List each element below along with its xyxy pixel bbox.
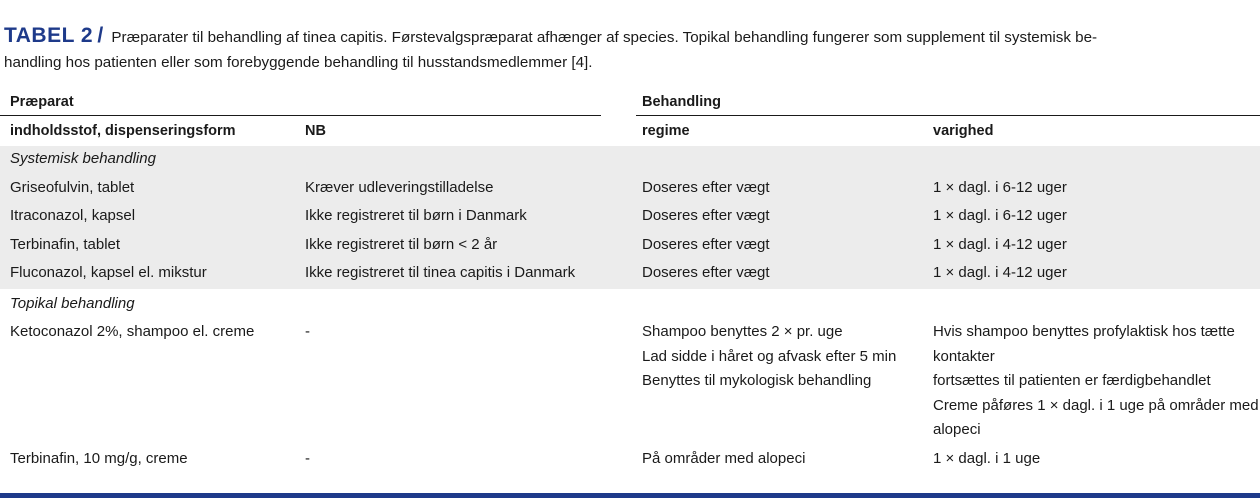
table-caption bbox=[4, 23, 1256, 75]
caption-slash: / bbox=[97, 24, 104, 47]
table-cell-drug: Terbinafin, tablet bbox=[10, 236, 121, 253]
table-cell-regime-line: Lad sidde i håret og afvask efter 5 min bbox=[642, 348, 897, 365]
table-cell-regime: Doseres efter vægt bbox=[642, 236, 770, 253]
table-cell-duration-line: Hvis shampoo benyttes profylaktisk hos tætte bbox=[933, 323, 1235, 340]
topical-block bbox=[0, 289, 1260, 489]
table-cell-drug: Terbinafin, 10 mg/g, creme bbox=[10, 450, 188, 467]
table-cell-drug: Griseofulvin, tablet bbox=[10, 179, 135, 196]
treatment-table bbox=[0, 86, 1260, 496]
group-underline-preparat bbox=[0, 115, 601, 116]
table-cell-regime-line: På områder med alopeci bbox=[642, 450, 806, 467]
table-cell-nb: Ikke registreret til tinea capitis i Danmark bbox=[305, 264, 576, 281]
table-cell-regime-line: Shampoo benyttes 2 × pr. uge bbox=[642, 323, 843, 340]
table-cell-duration-line: alopeci bbox=[933, 421, 981, 438]
table-cell-duration: 1 × dagl. i 6-12 uger bbox=[933, 179, 1067, 196]
table-cell-drug: Itraconazol, kapsel bbox=[10, 207, 136, 224]
table-cell-nb: - bbox=[305, 323, 310, 340]
table-cell-regime-line: Benyttes til mykologisk behandling bbox=[642, 372, 872, 389]
table-cell-regime: Doseres efter vægt bbox=[642, 207, 770, 224]
table-cell-duration-line: Creme påføres 1 × dagl. i 1 uge på områder med bbox=[933, 397, 1259, 414]
table-cell-duration: 1 × dagl. i 4-12 uger bbox=[933, 264, 1067, 281]
section-topical: Topikal behandling bbox=[10, 295, 135, 312]
table-cell-duration-line: 1 × dagl. i 1 uge bbox=[933, 450, 1041, 467]
header-col-indholdsstof: indholdsstof, dispenseringsform bbox=[10, 123, 236, 139]
header-group-behandling: Behandling bbox=[642, 94, 721, 110]
table-cell-nb: Ikke registreret til børn < 2 år bbox=[305, 236, 498, 253]
table-cell-regime: Doseres efter vægt bbox=[642, 264, 770, 281]
header-group-preparat: Præparat bbox=[10, 94, 74, 110]
table-cell-regime: Doseres efter vægt bbox=[642, 179, 770, 196]
table-cell-drug: Ketoconazol 2%, shampoo el. creme bbox=[10, 323, 255, 340]
table-cell-drug: Fluconazol, kapsel el. mikstur bbox=[10, 264, 207, 281]
table-cell-nb: Kræver udleveringstilladelse bbox=[305, 179, 494, 196]
caption-text-line2: handling hos patienten eller som forebyggende behandling til husstandsmedlemmer [4]. bbox=[4, 54, 593, 71]
group-underline-behandling bbox=[636, 115, 1260, 116]
caption-text-line1: Præparater til behandling af tinea capitis. Førstevalgspræparat afhænger af species. Topikal behandling fungerer som supplement til systemisk be- bbox=[111, 29, 1098, 46]
section-systemic: Systemisk behandling bbox=[10, 150, 156, 167]
table-cell-nb: Ikke registreret til børn i Danmark bbox=[305, 207, 527, 224]
systemic-block bbox=[0, 146, 1260, 289]
header-col-regime: regime bbox=[642, 123, 690, 139]
table-cell-duration: 1 × dagl. i 6-12 uger bbox=[933, 207, 1067, 224]
header-col-varighed: varighed bbox=[933, 123, 994, 139]
table-bottom-rule bbox=[0, 493, 1260, 498]
table-label: TABEL 2 bbox=[4, 24, 94, 47]
table-cell-nb: - bbox=[305, 450, 310, 467]
table-cell-duration: 1 × dagl. i 4-12 uger bbox=[933, 236, 1067, 253]
header-col-nb: NB bbox=[305, 123, 326, 139]
table-cell-duration-line: kontakter bbox=[933, 348, 995, 365]
table-cell-duration-line: fortsættes til patienten er færdigbehandlet bbox=[933, 372, 1211, 389]
